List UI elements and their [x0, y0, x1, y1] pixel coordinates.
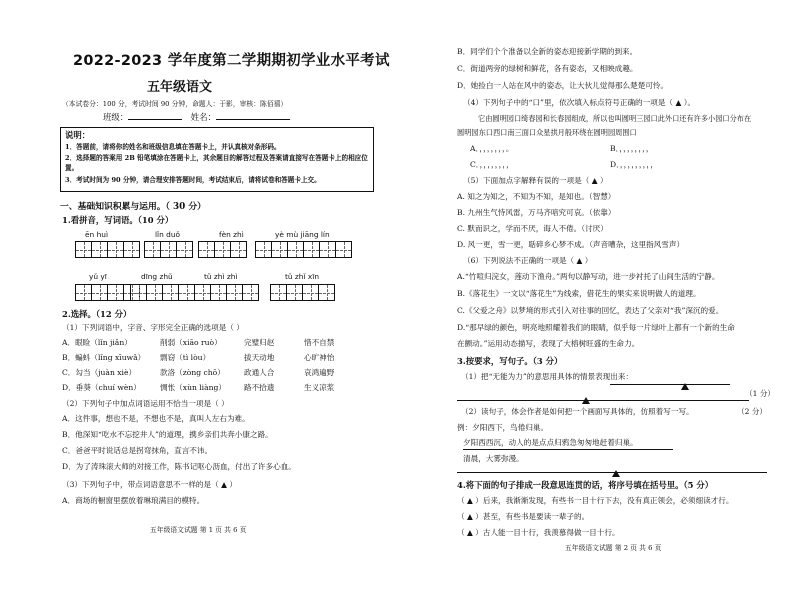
option-c[interactable]: C．爸爸平时说话总是拐弯抹角，直言不讳。 [62, 446, 213, 455]
example-underline [463, 449, 673, 450]
q1-title: 1.看拼音，写词语。（10 分） [62, 215, 174, 225]
pinyin-label: fèn zhì [219, 230, 244, 239]
q2-4-passage: 圆明园东口西口南三面口众星拱月般环绕在圆明园周围口 [457, 128, 637, 137]
exam-subtitle: 五年级语文 [147, 80, 213, 95]
option-b[interactable]: B．蝙蚪（lǐng xīuwǎ） [62, 353, 146, 362]
ordering-item[interactable]: （ ▲ ）古人能一目十行，我羡慕得做一目十行。 [457, 528, 620, 537]
q3-title: 3.按要求，写句子。（3 分） [457, 356, 563, 366]
option-c[interactable]: C. 默而识之，学而不厌，诲人不倦。（讨厌） [457, 224, 608, 233]
writing-grid[interactable] [75, 241, 140, 258]
option-a[interactable]: A．，，，，，，，。 [470, 144, 514, 153]
q3-2-example-label: 例：夕阳西下，鸟倦归巢。 [457, 423, 549, 432]
option-c[interactable]: C．勾当（juàn xiè） [62, 368, 137, 377]
q2-3-stem: （3）下列句子中，带点词语意思不一样的是（ ▲ ） [62, 480, 237, 489]
answer-line[interactable] [610, 384, 730, 385]
q2-6-stem: （6）下列说法不正确的一项是（ ▲ ） [463, 256, 593, 265]
exam-meta: （本试卷分：100 分，考试时间 90 分钟，命题人：于影，审核：陈佰禧） [62, 100, 288, 108]
option-a[interactable]: A．眼睑（lǐn jiǎn） [62, 338, 132, 347]
q3-2-example-text: 夕阳西西沉，动人的是点点归鸦急匆匆地赶着归巢。 [463, 438, 638, 447]
option-d[interactable]: D．她捡白一人站在风中的姿态，让大伙儿觉得那么楚楚可怜。 [457, 81, 669, 90]
q3-1-stem: （1）把“无能为力”的意思用具体的情景表现出来： [461, 372, 634, 381]
option-d[interactable]: D.“那早绿的颜色，明亮地照耀着我们的眼睛，似乎每一片绿叶上都有一个新的生命 [457, 323, 735, 332]
option-a[interactable]: A. 知之为知之，不知为不知，是知也。（智慧） [457, 192, 616, 201]
class-label: 班级： [103, 112, 129, 122]
option-word: 生义凉浆 [304, 383, 335, 392]
option-c[interactable]: C．街道两旁的绿树和鲜花，各有姿态，又相映成趣。 [457, 64, 638, 73]
option-word: 惜不自禁 [304, 338, 335, 347]
pinyin-label: lǐn duǒ [155, 230, 181, 239]
option-word: 政通人合 [244, 368, 275, 377]
exam-page-right [397, 0, 794, 595]
pinyin-label: ēn huì [85, 230, 109, 239]
instructions-item: 1．答题前，请将你的姓名和班级信息填在答题卡上，并认真核对条形码。 [65, 143, 281, 151]
option-c[interactable]: C．，，，，，，，， [470, 160, 514, 169]
name-label: 姓名： [190, 112, 216, 122]
option-word: 拔天动地 [244, 353, 275, 362]
option-b[interactable]: B.《落花生》一文以“落花生”为线索，借花生的果实来说明做人的道理。 [457, 289, 701, 298]
option-word: 剽窃（tì lòu） [160, 353, 211, 362]
q2-4-passage: 它由圆明园口绮春园和长春园组成，所以也叫圆明三园口此外口还有许多小园口分布在 [478, 114, 752, 123]
answer-line[interactable] [457, 400, 749, 401]
option-word: 哀鸿遍野 [304, 368, 335, 377]
writing-grid[interactable] [194, 284, 259, 301]
pinyin-label: tǔ zhì zhì [204, 272, 238, 281]
option-word: 心旷神怡 [304, 353, 335, 362]
option-word: 完璧归赵 [244, 338, 275, 347]
class-blank[interactable] [128, 119, 182, 120]
q2-title: 2.选择。（12 分） [62, 309, 132, 319]
writing-grid[interactable] [270, 284, 335, 301]
page-footer: 五年级语文试题 第 2 页 共 6 页 [565, 544, 662, 552]
q2-1-stem: （1）下列词语中，字音、字形完全正确的选项是（ ） [62, 323, 244, 332]
pinyin-label: yè mù jiāng lín [275, 230, 330, 239]
answer-marker-icon [681, 376, 689, 395]
ordering-item[interactable]: （ ▲ ）甚至，有些书是要读一辈子的。 [457, 512, 590, 521]
class-field [103, 112, 290, 123]
option-word: 路不拾遗 [244, 383, 275, 392]
option-a[interactable]: A．这件事，想也不是，不想也不是，真叫人左右为难。 [62, 414, 250, 423]
option-d-continued: 在颤动。”运用动态描写，表现了大榕树旺盛的生命力。 [457, 339, 640, 348]
option-a[interactable]: A．商场的橱窗里摆放着琳琅满目的模特。 [62, 496, 205, 505]
q3-2-prompt: 清晨，大雾弥漫。 [463, 454, 524, 463]
instructions-item: 2．选择题的答案用 2B 铅笔填涂在答题卡上，其余题目的解答过程及答案请直接写在答题卡上的相应位置。 [65, 154, 368, 172]
ordering-item[interactable]: （ ▲ ）后来，我渐渐发现，有些书一目十行下去，没有真正领会，必须细读才行。 [457, 496, 734, 505]
option-d[interactable]: D．为了涛珠滚大师的对接工作，陈书记呕心沥血，付出了许多心血。 [62, 462, 296, 471]
option-b[interactable]: B．他深知“吃水不忘挖井人”的道理，携乡亲们共奔小康之路。 [62, 430, 273, 439]
exam-title: 2022-2023 学年度第二学期期初学业水平考试 [73, 53, 390, 69]
writing-grid[interactable] [255, 241, 352, 258]
instructions-heading: 说明： [65, 130, 91, 140]
pinyin-label: tǔ zhǐ xīn [285, 272, 320, 281]
q2-2-stem: （2）下列句子中加点词语运用不恰当一项是（ ） [62, 399, 229, 408]
option-word: 削弱（xiāo ruò） [160, 338, 222, 347]
pinyin-label: yǔ yī [89, 272, 107, 281]
q3-1-score: （1 分） [745, 389, 776, 398]
writing-grid[interactable] [144, 241, 193, 258]
option-c[interactable]: C.《父爱之舟》以梦境的形式引入对往事的回忆，表达了父亲对“我”深沉的爱。 [457, 306, 724, 315]
option-a[interactable]: A.“竹喧归浣女，莲动下渔舟。”两句以静写动，进一步衬托了山间生活的宁静。 [457, 272, 720, 281]
option-word: 款洛（zòng chō） [160, 368, 225, 377]
q3-2-score: （2 分） [737, 407, 768, 416]
answer-line[interactable] [457, 472, 767, 473]
option-d[interactable]: D．垂葵（chuí wèn） [62, 383, 141, 392]
section-one-heading: 一、基础知识积累与运用。（ 30 分） [60, 202, 206, 212]
option-b[interactable]: B. 九州生气恃风雷，万马齐喑究可哀。（依靠） [457, 208, 616, 217]
q2-4-stem: （4）下列句子中的“口”里，依次填入标点符号正确的一项是（ ▲ ）。 [463, 98, 696, 107]
instructions-box [60, 127, 374, 192]
option-b[interactable]: B．，，，，，，，， [610, 144, 654, 153]
page-footer: 五年级语文试题 第 1 页 共 6 页 [150, 526, 247, 534]
writing-grid[interactable] [198, 241, 247, 258]
q2-5-stem: （5）下面加点字解释有误的一项是（ ▲ ） [463, 176, 608, 185]
option-word: 惆怅（xùn liàng） [160, 383, 226, 392]
instructions-item: 3．考试时间为 90 分钟，请合理安排答题时间，考试结束后，请将试卷和答题卡上交。 [65, 176, 321, 184]
q3-2-stem: （2）读句子，体会作者是如何把一个画面写具体的，仿照着写一写。 [461, 407, 694, 416]
writing-grid[interactable] [130, 284, 195, 301]
name-blank[interactable] [216, 119, 290, 120]
option-b[interactable]: B．同学们个个准备以全新的姿态迎接新学期的到来。 [457, 47, 638, 56]
option-d[interactable]: D．，，，，，，，，， [610, 160, 658, 169]
q4-title: 4.将下面的句子排成一段意思连贯的话，将序号填在括号里。（5 分） [457, 480, 714, 490]
option-d[interactable]: D. 风一更，雪一更，聒碎乡心梦不成。（声音嘈杂，这里指风雪声） [457, 240, 685, 249]
pinyin-label: dīng zhǔ [141, 272, 173, 281]
